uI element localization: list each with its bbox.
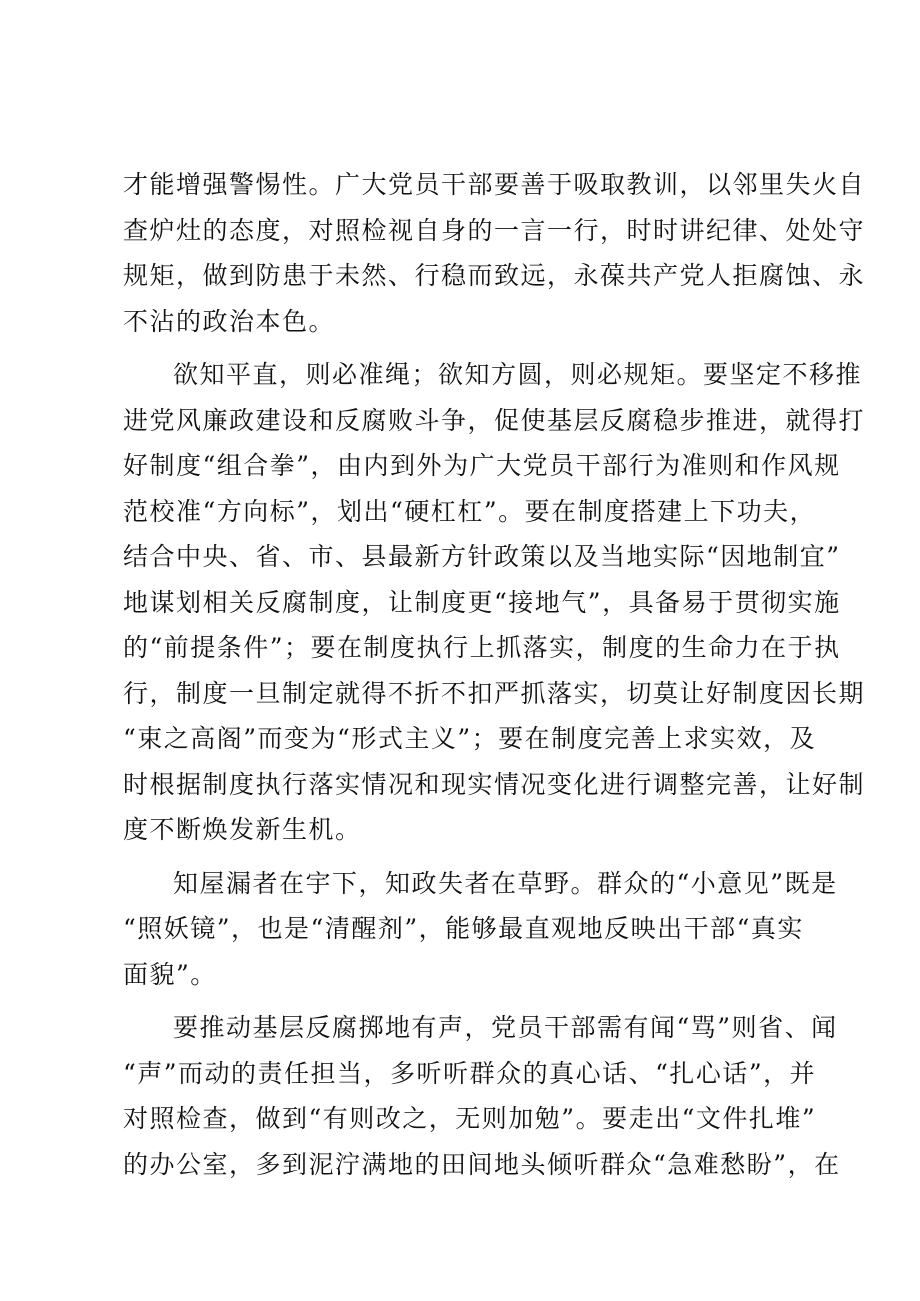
text-line: 面貌”。: [123, 959, 217, 989]
text-line: 查炉灶的态度，对照检视自身的一言一行，时时讲纪律、处处守: [123, 215, 866, 245]
text-line: 才能增强警惕性。广大党员干部要善于吸取教训，以邻里失火自: [123, 170, 866, 199]
text-line: 好制度“组合拳”，由内到外为广大党员干部行为准则和作风规: [123, 451, 841, 480]
text-line: 要推动基层反腐掷地有声，党员干部需有闻“骂”则省、闻: [173, 1013, 838, 1042]
text-line: 度不断焕发新生机。: [123, 815, 362, 844]
text-line: 对照检查，做到“有则改之，无则加勉”。要走出“文件扎堆”: [123, 1104, 817, 1133]
text-line: 欲知平直，则必准绳；欲知方圆，则必规矩。要坚定不移推: [173, 360, 863, 389]
text-line: 进党风廉政建设和反腐败斗争，促使基层反腐稳步推进，就得打: [123, 405, 866, 435]
text-line: “声”而动的责任担当，多听听群众的真心话、“扎心话”，并: [123, 1058, 817, 1088]
text-line: 时根据制度执行落实情况和现实情况变化进行调整完善，让好制: [123, 769, 866, 799]
text-line: 不沾的政治本色。: [123, 306, 336, 336]
text-line: 范校准“方向标”，划出“硬杠杠”。要在制度搭建上下功夫，: [123, 496, 817, 526]
paragraph-2: [123, 352, 866, 853]
text-line: 规矩，做到防患于未然、行稳而致远，永葆共产党人拒腐蚀、永: [123, 261, 866, 290]
paragraph-1: [123, 162, 866, 344]
text-line: 地谋划相关反腐制度，让制度更“接地气”，具备易于贯彻实施: [123, 587, 841, 617]
paragraph-4: [123, 1005, 841, 1187]
document-body: [123, 162, 866, 1187]
text-line: 结合中央、省、市、县最新方针政策以及当地实际“因地制宜”: [123, 542, 841, 571]
text-line: 行，制度一旦制定就得不折不扣严抓落实，切莫让好制度因长期: [123, 678, 866, 708]
paragraph-3: [123, 861, 838, 998]
text-line: “照妖镜”，也是“清醒剂”，能够最直观地反映出干部“真实: [123, 914, 804, 943]
text-line: “束之高阁”而变为“形式主义”；要在制度完善上求实效，及: [123, 724, 817, 753]
text-line: 知屋漏者在宇下，知政失者在草野。群众的“小意见”既是: [173, 868, 838, 898]
text-line: 的“前提条件”；要在制度执行上抓落实，制度的生命力在于执: [123, 633, 841, 662]
text-line: 的办公室，多到泥泞满地的田间地头倾听群众“急难愁盼”，在: [123, 1149, 841, 1179]
